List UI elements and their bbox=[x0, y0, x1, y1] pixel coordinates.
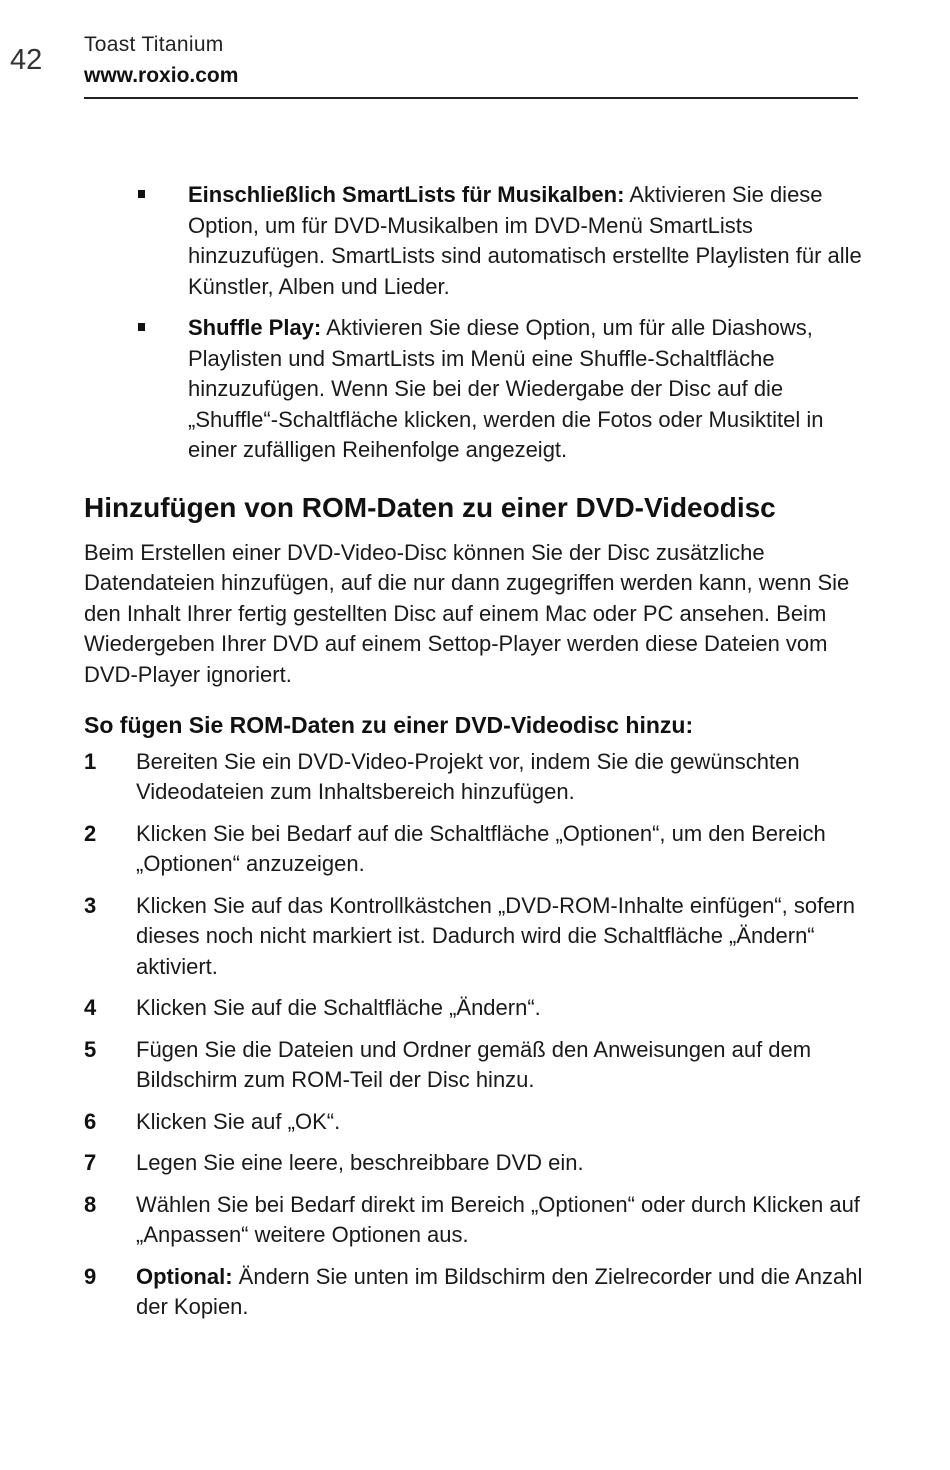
step-number: 7 bbox=[84, 1150, 97, 1175]
step-item bbox=[84, 891, 864, 983]
section-heading: Hinzufügen von ROM-Daten zu einer DVD-Videodisc bbox=[84, 491, 776, 523]
step-number: 4 bbox=[84, 995, 97, 1020]
step-number: 5 bbox=[84, 1036, 97, 1062]
step-text: Klicken Sie auf „OK“. bbox=[136, 1108, 341, 1134]
bullet-item-smartlists bbox=[84, 180, 864, 302]
step-number: 8 bbox=[84, 1191, 97, 1217]
bullet-term: Shuffle Play: bbox=[188, 315, 322, 340]
step-number: 3 bbox=[84, 892, 97, 918]
step-number: 6 bbox=[84, 1108, 97, 1134]
step-item bbox=[84, 993, 864, 1024]
step-text: Bereiten Sie ein DVD-Video-Projekt vor, indem Sie die gewünschten Videodateien zum Inhaltsbereich hinzufügen. bbox=[136, 748, 800, 804]
square-bullet-icon bbox=[138, 190, 145, 198]
step-item bbox=[84, 1190, 864, 1251]
page-number: 42 bbox=[10, 44, 43, 76]
step-text: Ändern Sie unten im Bildschirm den Zielrecorder und die Anzahl der Kopien. bbox=[136, 1263, 863, 1319]
bullet-term: Einschließlich SmartLists für Musikalben: bbox=[188, 182, 625, 207]
procedure-steps bbox=[84, 747, 864, 1323]
step-item bbox=[84, 1148, 864, 1179]
step-number: 2 bbox=[84, 820, 97, 846]
running-header-title: Toast Titanium bbox=[84, 33, 224, 56]
header-divider bbox=[84, 97, 858, 99]
step-item bbox=[84, 1262, 864, 1323]
step-item bbox=[84, 1035, 864, 1096]
step-number: 9 bbox=[84, 1263, 97, 1289]
step-lead: Optional: bbox=[136, 1263, 233, 1289]
step-item bbox=[84, 747, 864, 808]
step-text: Klicken Sie bei Bedarf auf die Schaltfläche „Optionen“, um den Bereich „Optionen“ anzuzeigen. bbox=[136, 820, 826, 876]
step-text: Legen Sie eine leere, beschreibbare DVD ein. bbox=[136, 1150, 584, 1175]
step-text: Wählen Sie bei Bedarf direkt im Bereich „Optionen“ oder durch Klicken auf „Anpassen“ weitere Optionen aus. bbox=[136, 1191, 860, 1247]
option-bullet-list bbox=[84, 180, 864, 466]
step-text: Klicken Sie auf das Kontrollkästchen „DVD-ROM-Inhalte einfügen“, sofern dieses noch nicht markiert ist. Dadurch wird die Schaltfläche „Ändern“ aktiviert. bbox=[136, 892, 856, 979]
bullet-text: Aktivieren Sie diese Option, um für DVD-Musikalben im DVD-Menü SmartLists hinzuzufügen. SmartLists sind automatisch erstellte Playlisten für alle Künstler, Alben und Lieder. bbox=[188, 182, 862, 299]
running-header-url: www.roxio.com bbox=[84, 64, 239, 87]
bullet-text: Aktivieren Sie diese Option, um für alle Diashows, Playlisten und SmartLists im Menü eine Shuffle-Schaltfläche hinzuzufügen. Wenn Sie bei der Wiedergabe der Disc auf die „Shuffle“-Schaltfläche klicken, werden die Fotos oder Musiktitel in einer zufälligen Reihenfolge angezeigt. bbox=[188, 315, 824, 462]
square-bullet-icon bbox=[138, 323, 145, 331]
step-text: Klicken Sie auf die Schaltfläche „Ändern“. bbox=[136, 995, 541, 1020]
step-item bbox=[84, 819, 864, 880]
bullet-item-shuffle-play bbox=[84, 313, 864, 466]
step-text: Fügen Sie die Dateien und Ordner gemäß den Anweisungen auf dem Bildschirm zum ROM-Teil der Disc hinzu. bbox=[136, 1036, 812, 1092]
procedure-heading: So fügen Sie ROM-Daten zu einer DVD-Videodisc hinzu: bbox=[84, 712, 694, 738]
page-body bbox=[84, 180, 864, 1334]
step-number: 1 bbox=[84, 748, 97, 774]
step-item bbox=[84, 1107, 864, 1138]
section-intro: Beim Erstellen einer DVD-Video-Disc können Sie der Disc zusätzliche Datendateien hinzufügen, auf die nur dann zugegriffen werden kann, wenn Sie den Inhalt Ihrer fertig gestellten Disc auf einem Mac oder PC ansehen. Beim Wiedergeben Ihrer DVD auf einem Settop-Player werden diese Dateien vom DVD-Player ignoriert. bbox=[84, 539, 850, 687]
